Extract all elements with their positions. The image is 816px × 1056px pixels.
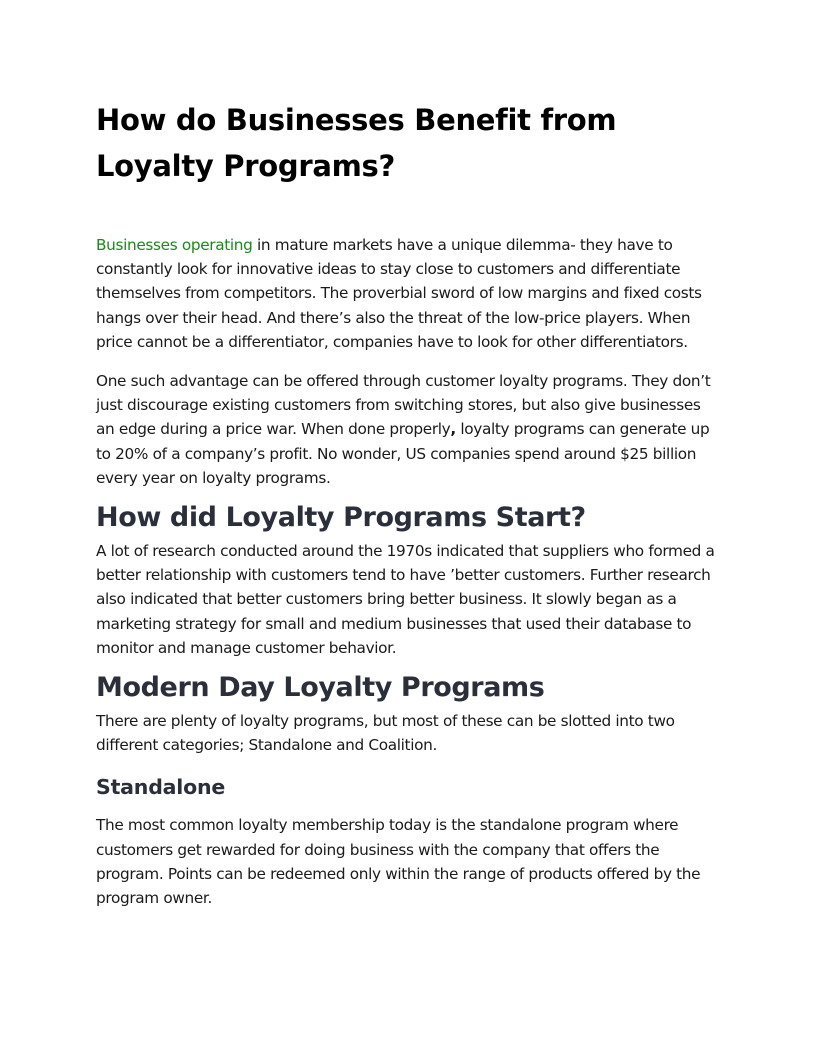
section-standalone-paragraph: The most common loyalty membership today is the standalone program where customers get rewarded for doing business with the company that offers the program. Points can be redeemed only within the range of products offered by the program owner.: [96, 816, 701, 908]
section-heading-standalone: Standalone: [96, 775, 226, 800]
intro-text: in mature markets have a unique dilemma- they have to constantly look for innovative ideas to stay close to customers and differentiate themselves from competitors. The proverbial sword of low margins and fixed costs hangs over their head. And there’s also the threat of the low-price players. When price cannot be a differentiator, companies have to look for other differentiators.: [96, 236, 702, 351]
advantage-text-after: loyalty programs can generate up to 20% of a company’s profit. No wonder, US companies spend around $25 billion every year on loyalty programs.: [96, 420, 710, 487]
intro-paragraph: [96, 233, 720, 354]
advantage-bold-comma: ,: [450, 420, 456, 439]
page-title: [96, 97, 720, 189]
section-heading-start: How did Loyalty Programs Start?: [96, 502, 586, 534]
advantage-paragraph: [96, 369, 720, 490]
document-page: [96, 97, 720, 910]
businesses-operating-link[interactable]: Businesses operating: [96, 236, 253, 254]
section-start-paragraph: A lot of research conducted around the 1970s indicated that suppliers who formed a better relationship with customers tend to have ’better customers. Further research also indicated that better customers bring better business. It slowly began as a marketing strategy for small and medium businesses that used their database to monitor and manage customer behavior.: [96, 542, 715, 657]
advantage-text-before: One such advantage can be offered through customer loyalty programs. They don’t just discourage existing customers from switching stores, but also give businesses an edge during a price war. When done properly: [96, 372, 711, 439]
page-title-line-1: How do Businesses Benefit from: [96, 103, 617, 137]
page-title-line-2: Loyalty Programs?: [96, 149, 395, 183]
section-modern-paragraph: There are plenty of loyalty programs, but most of these can be slotted into two different categories; Standalone and Coalition.: [96, 712, 675, 755]
section-heading-modern: Modern Day Loyalty Programs: [96, 672, 545, 704]
